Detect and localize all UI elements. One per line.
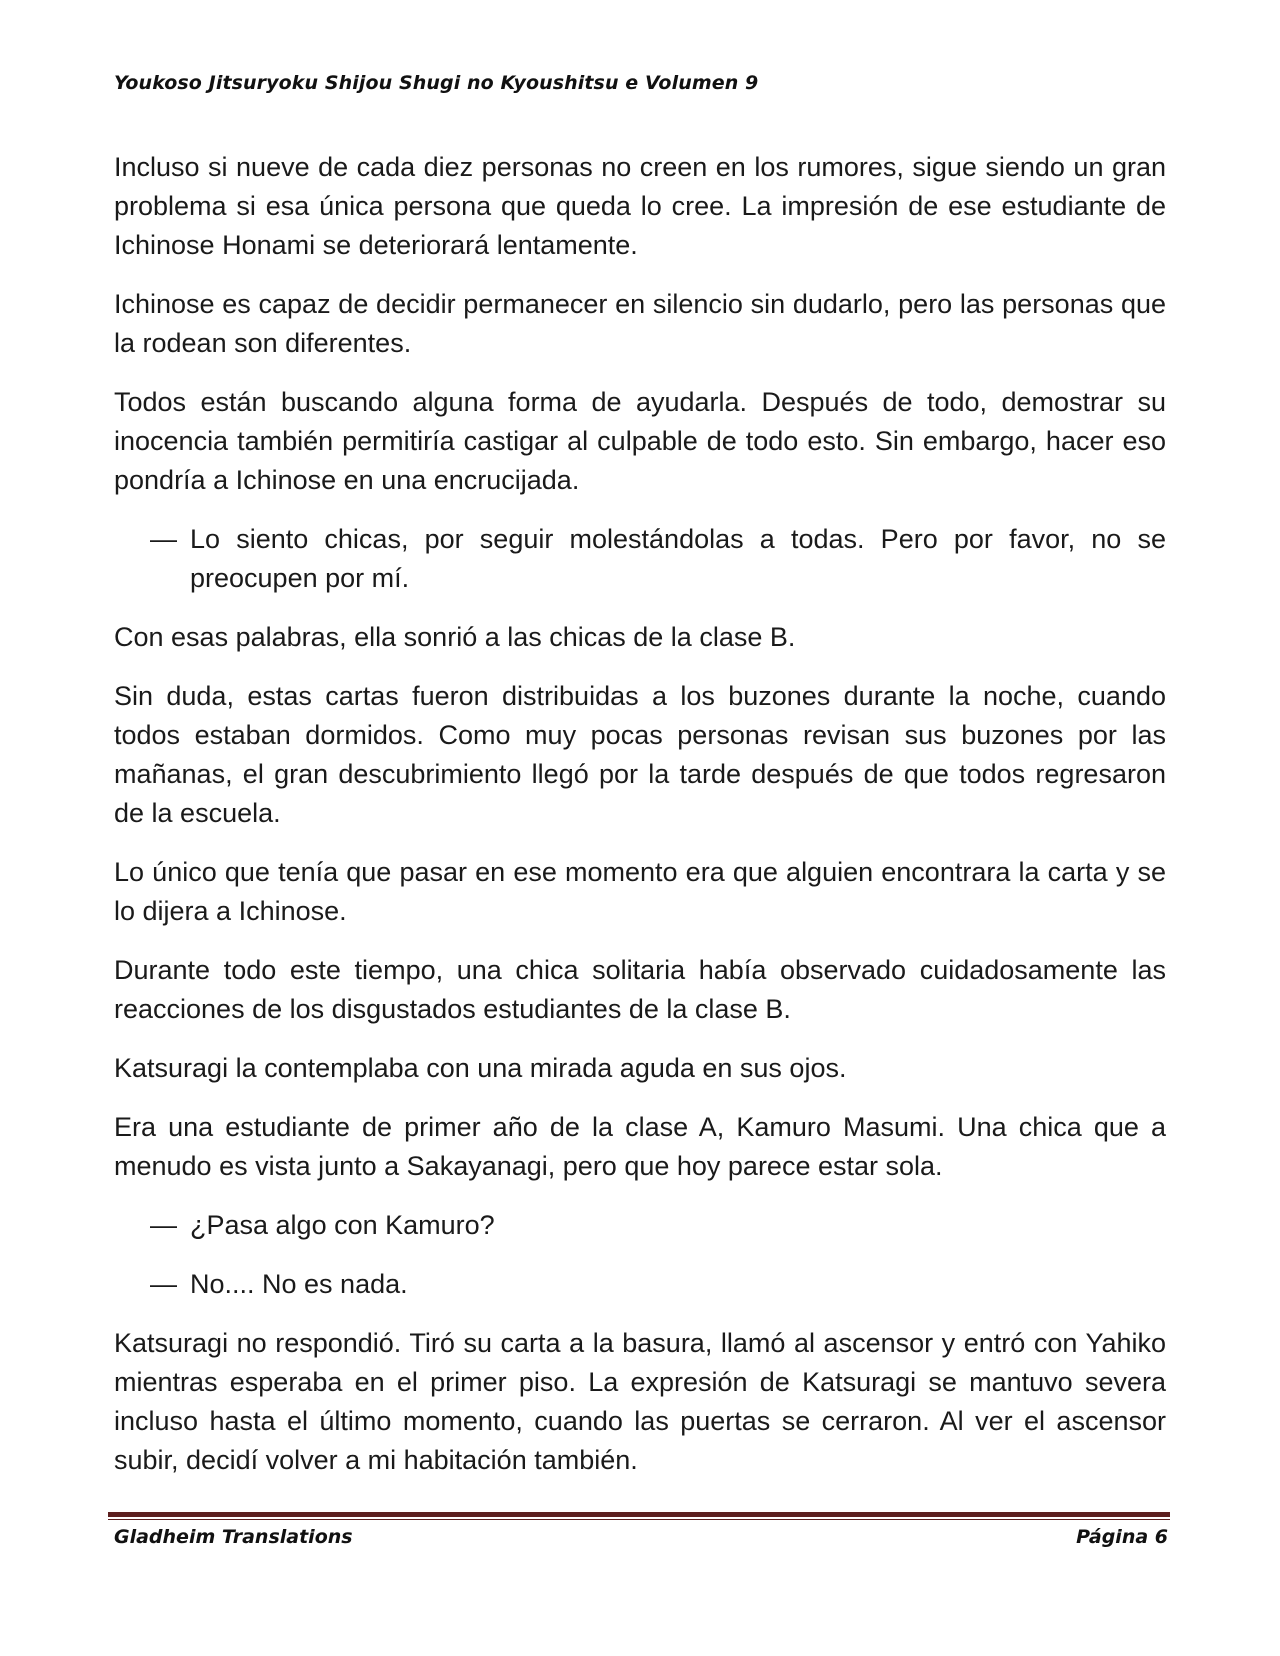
dialogue-line [150, 520, 1166, 598]
paragraph: Incluso si nueve de cada diez personas no creen en los rumores, sigue siendo un gran problema si esa única persona que queda lo cree. La impresión de ese estudiante de Ichinose Honami se deteriorará lentamente. [114, 152, 1166, 260]
footer-rule-thick [108, 1512, 1170, 1517]
dialogue-text: ¿Pasa algo con Kamuro? [190, 1210, 495, 1240]
paragraph: Katsuragi no respondió. Tiró su carta a la basura, llamó al ascensor y entró con Yahiko mientras esperaba en el primer piso. La expresión de Katsuragi se mantuvo severa incluso hasta el último momento, cuando las puertas se cerraron. Al ver el ascensor subir, decidí volver a mi habitación también. [114, 1328, 1166, 1475]
dialogue-dash: — [150, 524, 177, 554]
dialogue-line [150, 1265, 1166, 1304]
paragraph: Ichinose es capaz de decidir permanecer en silencio sin dudarlo, pero las personas que la rodean son diferentes. [114, 289, 1166, 358]
footer-divider [108, 1512, 1170, 1520]
dialogue-dash: — [150, 1210, 177, 1240]
page-number: Página 6 [1076, 1526, 1168, 1548]
paragraph: Katsuragi la contemplaba con una mirada aguda en sus ojos. [114, 1053, 847, 1083]
paragraph: Con esas palabras, ella sonrió a las chicas de la clase B. [114, 622, 796, 652]
paragraph: Durante todo este tiempo, una chica solitaria había observado cuidadosamente las reacciones de los disgustados estudiantes de la clase B. [114, 955, 1166, 1024]
paragraph: Sin duda, estas cartas fueron distribuidas a los buzones durante la noche, cuando todos estaban dormidos. Como muy pocas personas revisan sus buzones por las mañanas, el gran descubrimiento llegó por la tarde después de que todos regresaron de la escuela. [114, 681, 1166, 828]
running-header: Youkoso Jitsuryoku Shijou Shugi no Kyoushitsu e Volumen 9 [114, 72, 759, 94]
paragraph: Todos están buscando alguna forma de ayudarla. Después de todo, demostrar su inocencia también permitiría castigar al culpable de todo esto. Sin embargo, hacer eso pondría a Ichinose en una encrucijada. [114, 387, 1166, 495]
paragraph: Era una estudiante de primer año de la clase A, Kamuro Masumi. Una chica que a menudo es vista junto a Sakayanagi, pero que hoy parece estar sola. [114, 1112, 1166, 1181]
dialogue-dash: — [150, 1269, 177, 1299]
dialogue-line [150, 1206, 1166, 1245]
paragraph: Lo único que tenía que pasar en ese momento era que alguien encontrara la carta y se lo dijera a Ichinose. [114, 857, 1166, 926]
footer-rule-thin [108, 1519, 1170, 1520]
dialogue-text: No.... No es nada. [190, 1269, 408, 1299]
page-body [114, 148, 1166, 1500]
dialogue-text: Lo siento chicas, por seguir molestándolas a todas. Pero por favor, no se preocupen por mí. [190, 524, 1166, 593]
footer-credit: Gladheim Translations [114, 1526, 353, 1548]
